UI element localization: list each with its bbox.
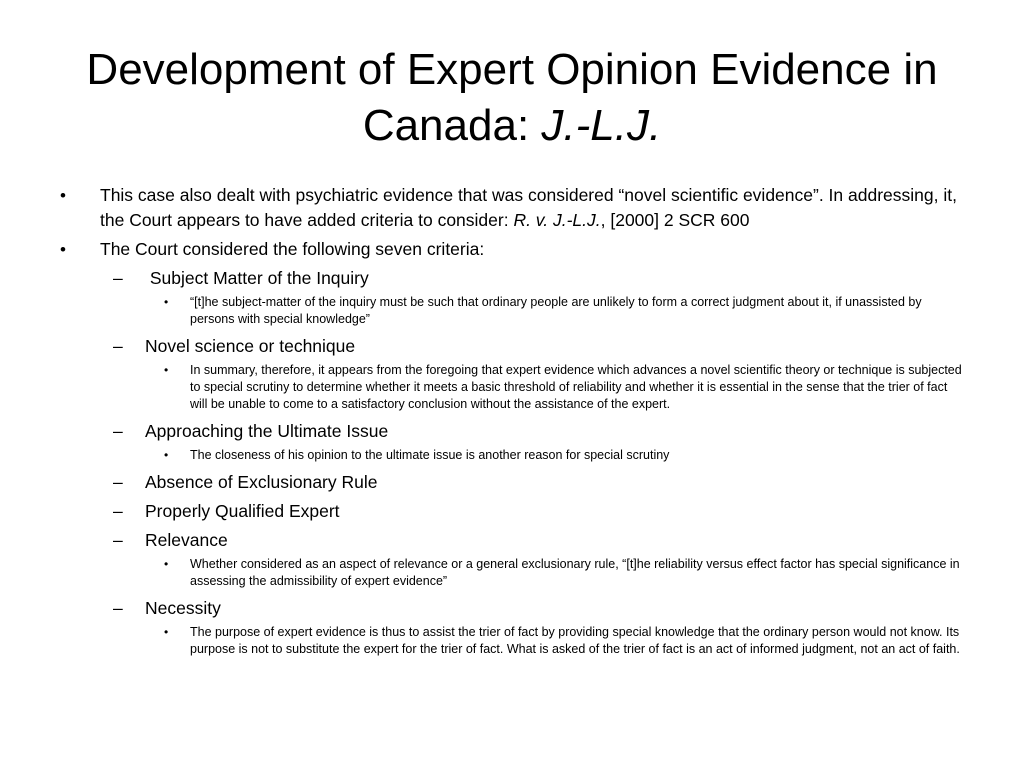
sub-bullet-icon: • <box>164 363 169 377</box>
criterion-note-text: “[t]he subject-matter of the inquiry must be such that ordinary people are unlikely to form a correct judgment about it, if unassisted by persons with special knowledge” <box>190 295 922 326</box>
criterion-label: Properly Qualified Expert <box>145 501 340 521</box>
criterion-item <box>0 470 1024 495</box>
criterion-item <box>0 499 1024 524</box>
criterion-label: Approaching the Ultimate Issue <box>145 421 389 441</box>
criterion-item <box>0 596 1024 621</box>
dash-icon: – <box>113 598 123 618</box>
criterion-note <box>0 624 1024 658</box>
sub-bullet-icon: • <box>164 625 169 639</box>
criterion-note-text: Whether considered as an aspect of relevance or a general exclusionary rule, “[t]he reliability versus effect factor has special significance in assessing the admissibility of expert evidence” <box>190 557 960 588</box>
title-case-name: J.-L.J. <box>541 101 662 150</box>
sub-bullet-icon: • <box>164 557 169 571</box>
criterion-note-text: The purpose of expert evidence is thus to assist the trier of fact by providing special knowledge that the ordinary person would not know. Its purpose is not to substitute the expert for the trier of fact. What is asked of the trier of fact is an act of informed judgment, not an act of faith. <box>190 625 960 656</box>
bullet-text: This case also dealt with psychiatric evidence that was considered “novel scientific evidence”. In addressing, it, the Court appears to have added criteria to consider: <box>100 185 957 230</box>
criterion-note <box>0 447 1024 464</box>
dash-icon: – <box>113 530 123 550</box>
criterion-label: Relevance <box>145 530 228 550</box>
criterion-note-text: In summary, therefore, it appears from the foregoing that expert evidence which advances a novel scientific theory or technique is subjected to special scrutiny to determine whether it meets a basic threshold of reliability and whether it is essential in the sense that the trier of fact will be unable to come to a satisfactory conclusion without the assistance of the expert. <box>190 363 962 411</box>
citation-reference: , [2000] 2 SCR 600 <box>600 210 750 230</box>
bullet-icon: • <box>60 240 66 259</box>
sub-bullet-icon: • <box>164 295 169 309</box>
dash-icon: – <box>113 336 123 356</box>
bullet-text: The Court considered the following seven criteria: <box>100 239 485 259</box>
bullet-item <box>0 237 1024 262</box>
title-line-2 <box>40 98 984 154</box>
criterion-note <box>0 362 1024 413</box>
bullet-icon: • <box>60 186 66 205</box>
dash-icon: – <box>113 472 123 492</box>
criterion-note <box>0 556 1024 590</box>
criterion-note <box>0 294 1024 328</box>
dash-icon: – <box>113 421 123 441</box>
dash-icon: – <box>113 268 123 288</box>
criterion-item <box>0 334 1024 359</box>
criterion-label: Absence of Exclusionary Rule <box>145 472 378 492</box>
bullet-item <box>0 183 1024 233</box>
criteria-list <box>0 266 1024 658</box>
slide-content <box>0 183 1024 664</box>
case-citation: R. v. J.-L.J. <box>513 210 601 230</box>
criterion-label: Novel science or technique <box>145 336 356 356</box>
title-line-1: Development of Expert Opinion Evidence in <box>86 45 938 94</box>
dash-icon: – <box>113 501 123 521</box>
title-line-2-text: Canada: <box>362 101 542 150</box>
sub-bullet-icon: • <box>164 448 169 462</box>
criterion-note-text: The closeness of his opinion to the ultimate issue is another reason for special scrutiny <box>190 448 670 462</box>
criterion-item <box>0 266 1024 291</box>
criterion-item <box>0 419 1024 444</box>
criterion-item <box>0 528 1024 553</box>
criterion-label: Subject Matter of the Inquiry <box>145 268 369 288</box>
criterion-label: Necessity <box>145 598 221 618</box>
slide-title <box>40 42 984 154</box>
